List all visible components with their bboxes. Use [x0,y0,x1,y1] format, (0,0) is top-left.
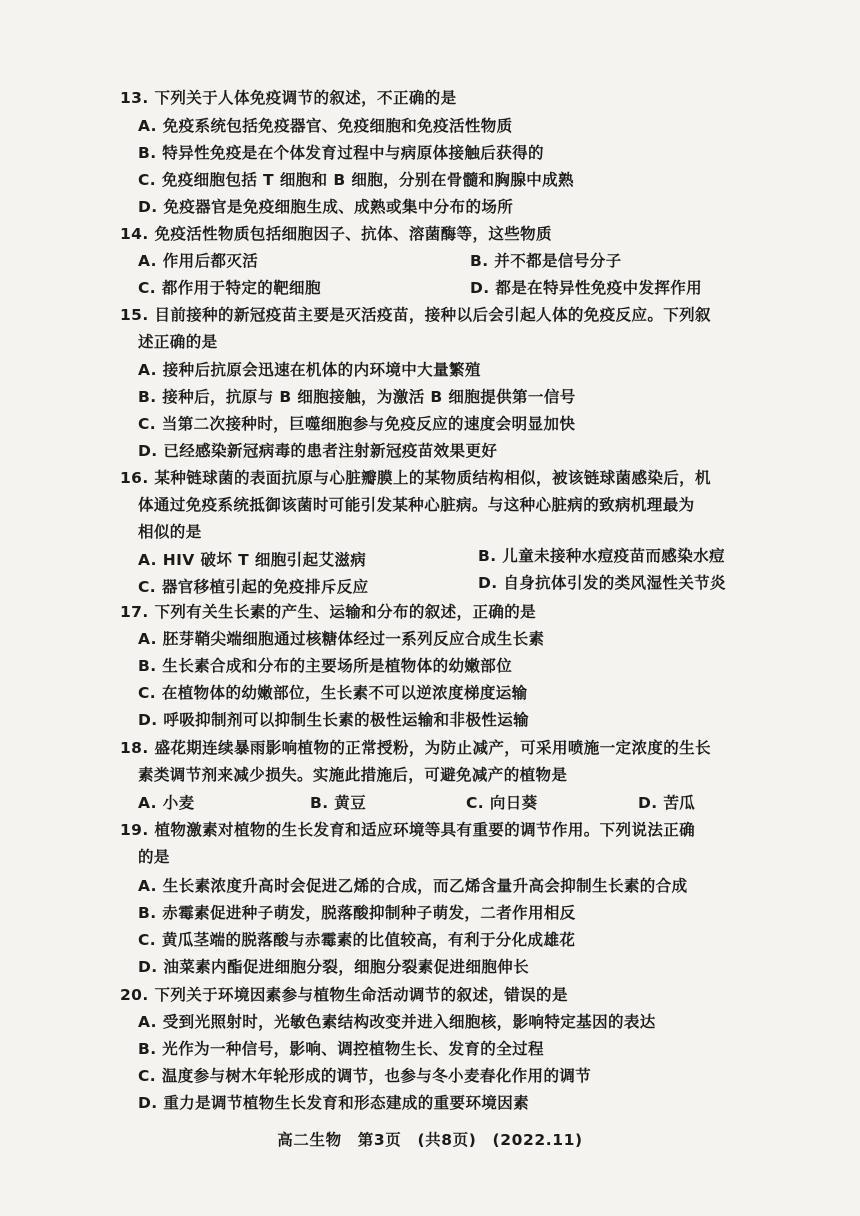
question-15-option-a: A. 接种后抗原会迅速在机体的内环境中大量繁殖 [138,361,481,379]
question-19-option-d: D. 油菜素内酯促进细胞分裂，细胞分裂素促进细胞伸长 [138,958,530,976]
question-20-option-d: D. 重力是调节植物生长发育和形态建成的重要环境因素 [138,1094,530,1112]
question-18-stem-line-1: 18. 盛花期连续暴雨影响植物的正常授粉，为防止减产，可采用喷施一定浓度的生长 [120,739,711,757]
question-19-option-b: B. 赤霉素促进种子萌发，脱落酸抑制种子萌发，二者作用相反 [138,904,576,922]
question-14-stem: 14. 免疫活性物质包括细胞因子、抗体、溶菌酶等，这些物质 [120,225,552,243]
question-16-option-a: A. HIV 破坏 T 细胞引起艾滋病 [138,551,367,569]
question-13-option-a: A. 免疫系统包括免疫器官、免疫细胞和免疫活性物质 [138,117,513,135]
question-20-stem: 20. 下列关于环境因素参与植物生命活动调节的叙述，错误的是 [120,986,568,1004]
question-20-option-b: B. 光作为一种信号，影响、调控植物生长、发育的全过程 [138,1040,544,1058]
question-15-option-c: C. 当第二次接种时，巨噬细胞参与免疫反应的速度会明显加快 [138,415,576,433]
question-16-stem-line-3: 相似的是 [138,523,202,541]
question-15-option-b: B. 接种后，抗原与 B 细胞接触，为激活 B 细胞提供第一信号 [138,388,576,406]
question-20-option-a: A. 受到光照射时，光敏色素结构改变并进入细胞核，影响特定基因的表达 [138,1013,656,1031]
question-17-option-d: D. 呼吸抑制剂可以抑制生长素的极性运输和非极性运输 [138,711,530,729]
question-17-option-c: C. 在植物体的幼嫩部位，生长素不可以逆浓度梯度运输 [138,684,528,702]
question-19-stem-line-1: 19. 植物激素对植物的生长发育和适应环境等具有重要的调节作用。下列说法正确 [120,821,696,839]
question-18-option-d: D. 苦瓜 [638,794,696,812]
question-16-option-c: C. 器官移植引起的免疫排斥反应 [138,578,369,596]
question-13-option-d: D. 免疫器官是免疫细胞生成、成熟或集中分布的场所 [138,198,514,216]
question-17-option-a: A. 胚芽鞘尖端细胞通过核糖体经过一系列反应合成生长素 [138,630,545,648]
question-15-stem-line-1: 15. 目前接种的新冠疫苗主要是灭活疫苗，接种以后会引起人体的免疫反应。下列叙 [120,306,711,324]
question-18-option-b: B. 黄豆 [310,794,367,812]
question-19-option-a: A. 生长素浓度升高时会促进乙烯的合成，而乙烯含量升高会抑制生长素的合成 [138,877,688,895]
question-14-option-c: C. 都作用于特定的靶细胞 [138,279,321,297]
question-20-option-c: C. 温度参与树木年轮形成的调节，也参与冬小麦春化作用的调节 [138,1067,592,1085]
question-18-option-a: A. 小麦 [138,794,195,812]
page-footer: 高二生物 第3页 (共8页) (2022.11) [277,1131,583,1149]
question-19-option-c: C. 黄瓜茎端的脱落酸与赤霉素的比值较高，有利于分化成雄花 [138,931,576,949]
question-14-option-a: A. 作用后都灭活 [138,252,259,270]
question-16-option-b: B. 儿童未接种水痘疫苗而感染水痘 [478,547,725,565]
question-13-stem: 13. 下列关于人体免疫调节的叙述，不正确的是 [120,89,457,107]
question-13-option-c: C. 免疫细胞包括 T 细胞和 B 细胞，分别在骨髓和胸腺中成熟 [138,171,574,189]
question-15-option-d: D. 已经感染新冠病毒的患者注射新冠疫苗效果更好 [138,442,498,460]
question-14-option-d: D. 都是在特异性免疫中发挥作用 [470,279,703,297]
question-13-option-b: B. 特异性免疫是在个体发育过程中与病原体接触后获得的 [138,144,544,162]
question-18-stem-line-2: 素类调节剂来减少损失。实施此措施后，可避免减产的植物是 [138,766,568,784]
question-16-stem-line-1: 16. 某种链球菌的表面抗原与心脏瓣膜上的某物质结构相似，被该链球菌感染后，机 [120,469,711,487]
question-19-stem-line-2: 的是 [138,848,170,866]
question-17-stem: 17. 下列有关生长素的产生、运输和分布的叙述，正确的是 [120,603,537,621]
question-18-option-c: C. 向日葵 [466,794,538,812]
question-15-stem-line-2: 述正确的是 [138,333,218,351]
question-16-stem-line-2: 体通过免疫系统抵御该菌时可能引发某种心脏病。与这种心脏病的致病机理最为 [138,496,695,514]
question-17-option-b: B. 生长素合成和分布的主要场所是植物体的幼嫩部位 [138,657,513,675]
question-14-option-b: B. 并不都是信号分子 [470,252,622,270]
question-16-option-d: D. 自身抗体引发的类风湿性关节炎 [478,574,726,592]
